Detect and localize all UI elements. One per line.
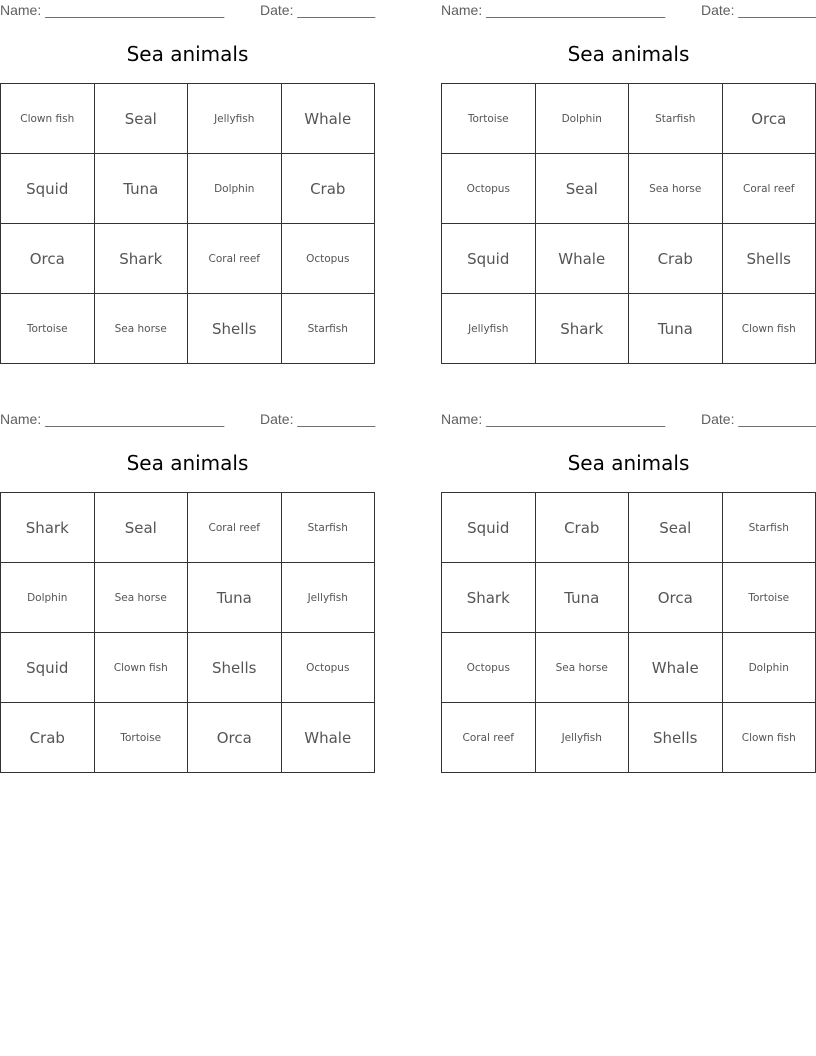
grid-cell: Starfish [629, 84, 723, 154]
grid-cell: Tuna [535, 563, 629, 633]
grid-cell: Clown fish [1, 84, 95, 154]
grid-cell: Dolphin [1, 563, 95, 633]
grid-cell: Starfish [281, 493, 375, 563]
grid-cell: Starfish [722, 493, 816, 563]
grid-cell: Squid [1, 633, 95, 703]
grid-cell: Shark [442, 563, 536, 633]
grid-cell: Tuna [94, 154, 188, 224]
grid-cell: Sea horse [535, 633, 629, 703]
grid-cell: Octopus [442, 633, 536, 703]
grid-cell: Coral reef [188, 493, 282, 563]
date-field-label: Date: __________ [701, 2, 816, 18]
grid-cell: Crab [535, 493, 629, 563]
grid-cell: Seal [94, 493, 188, 563]
grid-row [1, 493, 375, 563]
grid-cell: Octopus [442, 154, 536, 224]
name-field-label: Name: _______________________ [0, 2, 225, 18]
grid-cell: Crab [281, 154, 375, 224]
grid-cell: Squid [1, 154, 95, 224]
grid-cell: Shells [188, 294, 282, 364]
name-date-row [0, 0, 375, 20]
card-title: Sea animals [567, 451, 690, 475]
grid-cell: Jellyfish [281, 563, 375, 633]
grid-row [1, 563, 375, 633]
grid-cell: Tortoise [722, 563, 816, 633]
grid-cell: Coral reef [722, 154, 816, 224]
grid-cell: Sea horse [94, 563, 188, 633]
grid-cell: Shells [722, 224, 816, 294]
name-date-row [0, 409, 375, 429]
grid-cell: Clown fish [722, 703, 816, 773]
grid-cell: Seal [535, 154, 629, 224]
grid-cell: Squid [442, 224, 536, 294]
grid-row [442, 633, 816, 703]
grid-row [1, 154, 375, 224]
date-field-label: Date: __________ [701, 411, 816, 427]
grid-cell: Shells [629, 703, 723, 773]
grid-cell: Shark [94, 224, 188, 294]
grid-cell: Seal [629, 493, 723, 563]
grid-row [1, 633, 375, 703]
grid-cell: Jellyfish [535, 703, 629, 773]
card-title: Sea animals [126, 451, 249, 475]
grid-cell: Whale [629, 633, 723, 703]
grid-cell: Clown fish [722, 294, 816, 364]
grid-cell: Whale [535, 224, 629, 294]
grid-row [1, 84, 375, 154]
grid-row [1, 294, 375, 364]
grid-cell: Tortoise [1, 294, 95, 364]
name-date-row [441, 409, 816, 429]
grid-cell: Sea horse [629, 154, 723, 224]
grid-cell: Crab [1, 703, 95, 773]
grid-cell: Octopus [281, 633, 375, 703]
grid-cell: Dolphin [188, 154, 282, 224]
grid-row [442, 563, 816, 633]
grid-row [1, 224, 375, 294]
card-title: Sea animals [567, 42, 690, 66]
grid-cell: Orca [188, 703, 282, 773]
grid-cell: Coral reef [442, 703, 536, 773]
grid-cell: Tortoise [94, 703, 188, 773]
name-field-label: Name: _______________________ [441, 411, 666, 427]
date-field-label: Date: __________ [260, 411, 376, 427]
grid-cell: Orca [1, 224, 95, 294]
bingo-grid [0, 492, 375, 773]
grid-cell: Coral reef [188, 224, 282, 294]
bingo-grid [441, 83, 816, 364]
date-field-label: Date: __________ [260, 2, 376, 18]
grid-cell: Sea horse [94, 294, 188, 364]
grid-cell: Jellyfish [188, 84, 282, 154]
name-field-label: Name: _______________________ [441, 2, 666, 18]
bingo-grid [0, 83, 375, 364]
grid-cell: Whale [281, 84, 375, 154]
grid-cell: Orca [722, 84, 816, 154]
grid-cell: Octopus [281, 224, 375, 294]
grid-cell: Seal [94, 84, 188, 154]
grid-cell: Shells [188, 633, 282, 703]
name-date-row [441, 0, 816, 20]
grid-row [442, 154, 816, 224]
grid-cell: Whale [281, 703, 375, 773]
grid-cell: Clown fish [94, 633, 188, 703]
name-field-label: Name: _______________________ [0, 411, 225, 427]
bingo-grid [441, 492, 816, 773]
grid-cell: Shark [1, 493, 95, 563]
grid-cell: Crab [629, 224, 723, 294]
grid-cell: Dolphin [535, 84, 629, 154]
grid-row [442, 224, 816, 294]
grid-row [1, 703, 375, 773]
grid-cell: Tuna [188, 563, 282, 633]
grid-cell: Tortoise [442, 84, 536, 154]
grid-cell: Squid [442, 493, 536, 563]
grid-row [442, 703, 816, 773]
grid-cell: Jellyfish [442, 294, 536, 364]
grid-cell: Tuna [629, 294, 723, 364]
grid-cell: Starfish [281, 294, 375, 364]
card-title: Sea animals [126, 42, 249, 66]
grid-cell: Shark [535, 294, 629, 364]
grid-row [442, 294, 816, 364]
grid-cell: Dolphin [722, 633, 816, 703]
grid-row [442, 493, 816, 563]
grid-row [442, 84, 816, 154]
grid-cell: Orca [629, 563, 723, 633]
